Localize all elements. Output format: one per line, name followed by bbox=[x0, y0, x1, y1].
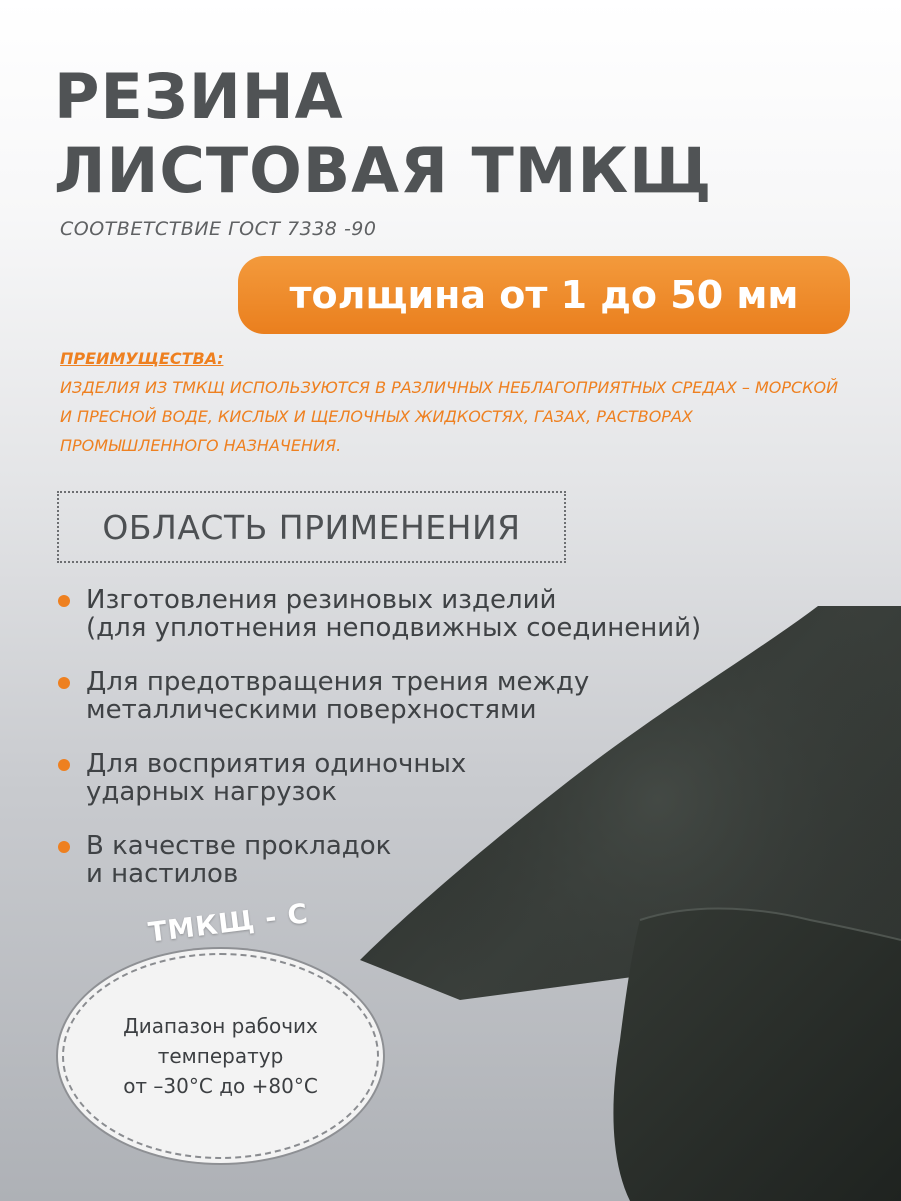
list-item bbox=[56, 750, 776, 806]
page-title bbox=[54, 60, 712, 208]
application-heading-box bbox=[57, 491, 566, 563]
temperature-badge-border bbox=[62, 953, 379, 1159]
list-item-text: Изготовления резиновых изделий (для уплотнения неподвижных соединений) bbox=[86, 585, 702, 643]
list-item-text: В качестве прокладок и настилов bbox=[86, 831, 392, 889]
list-item bbox=[56, 832, 776, 888]
advantages-title: ПРЕИМУЩЕСТВА: bbox=[60, 349, 224, 368]
list-item bbox=[56, 668, 776, 724]
temperature-range-text: Диапазон рабочих температур от –30°С до +80°С bbox=[123, 1014, 318, 1098]
application-list bbox=[56, 586, 776, 914]
grade-label: ТМКЩ - С bbox=[146, 898, 311, 949]
list-item-text: Для восприятия одиночных ударных нагрузок bbox=[86, 749, 467, 807]
rubber-sheet-fold bbox=[613, 908, 901, 1201]
list-item bbox=[56, 586, 776, 642]
bullet-dot-icon bbox=[58, 841, 70, 853]
temperature-badge bbox=[62, 953, 379, 1159]
bullet-dot-icon bbox=[58, 759, 70, 771]
list-item-text: Для предотвращения трения между металлическими поверхностями bbox=[86, 667, 590, 725]
bullet-dot-icon bbox=[58, 595, 70, 607]
title-line-1: РЕЗИНА bbox=[54, 60, 344, 133]
title-line-2: ЛИСТОВАЯ ТМКЩ bbox=[54, 134, 713, 207]
application-heading: ОБЛАСТЬ ПРИМЕНЕНИЯ bbox=[102, 507, 521, 547]
gost-compliance: СООТВЕТСТВИЕ ГОСТ 7338 -90 bbox=[60, 218, 377, 240]
advantages-block bbox=[60, 344, 850, 460]
advantages-text: ИЗДЕЛИЯ ИЗ ТМКЩ ИСПОЛЬЗУЮТСЯ В РАЗЛИЧНЫХ НЕБЛАГОПРИЯТНЫХ СРЕДАХ – МОРСКОЙ И ПРЕСНОЙ ВОДЕ, КИСЛЫХ И ЩЕЛОЧНЫХ ЖИДКОСТЯХ, ГАЗАХ, РАСТВОРАХ ПРОМЫШЛЕННОГО НАЗНАЧЕНИЯ. bbox=[60, 378, 839, 455]
bullet-dot-icon bbox=[58, 677, 70, 689]
thickness-banner: толщина от 1 до 50 мм bbox=[238, 256, 850, 334]
